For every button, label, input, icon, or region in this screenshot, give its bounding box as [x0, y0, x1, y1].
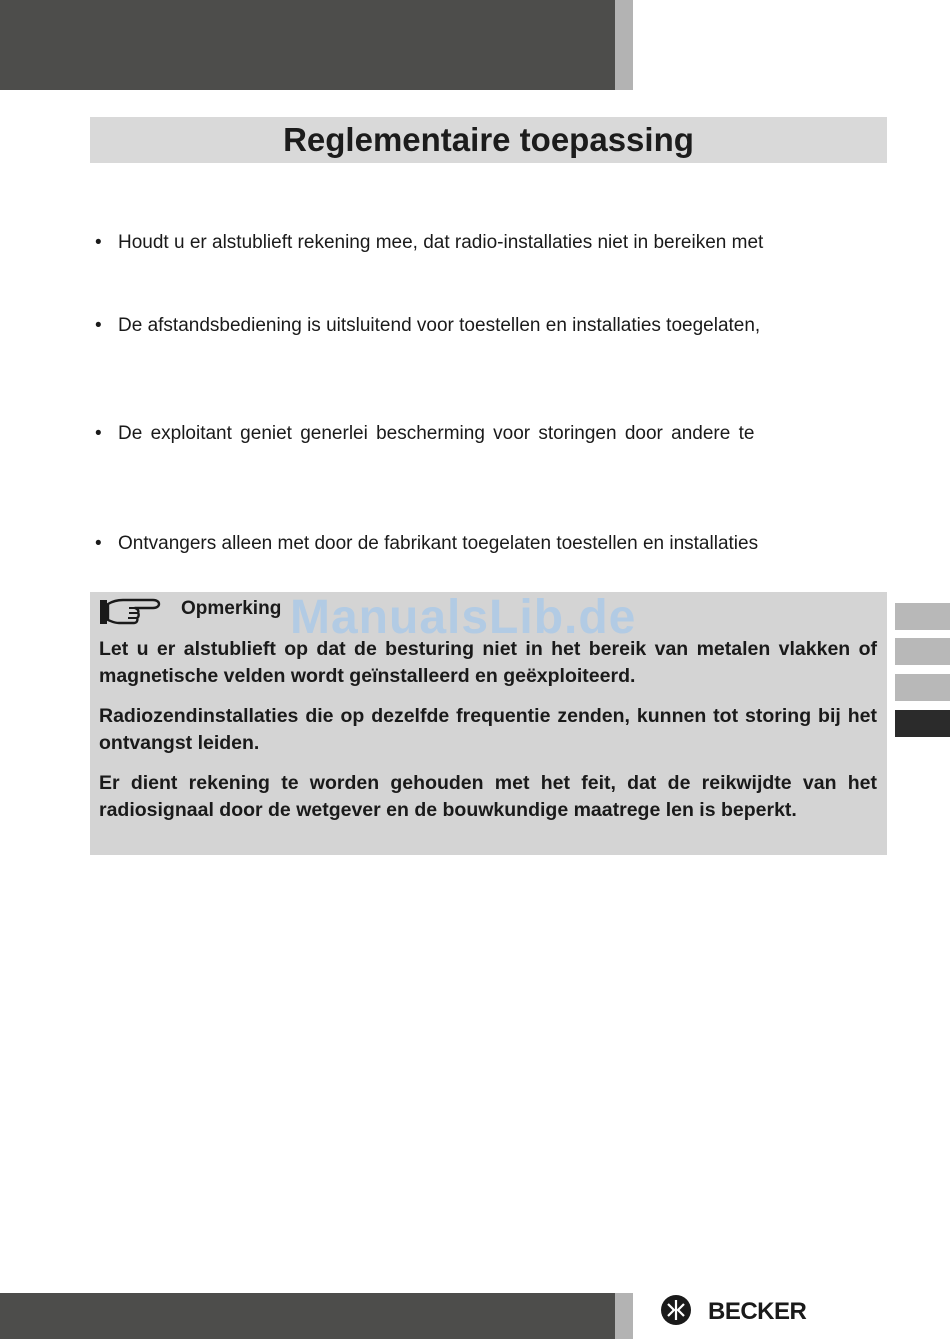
bullet-text: De exploitant geniet generlei bescherming voor storingen door andere te: [118, 423, 755, 444]
bullet-item: [95, 533, 890, 555]
watermark: ManualsLib.de: [290, 591, 637, 644]
page-title: Reglementaire toepassing: [90, 117, 887, 163]
pointing-hand-icon: [99, 596, 163, 628]
note-paragraph: Let u er alstublieft op dat de besturing niet in het bereik van metalen vlakken of magnetische velden wordt geïnstalleerd en geëxploiteerd.: [99, 638, 877, 687]
bullet-dot: •: [95, 423, 102, 444]
bullet-item: [95, 423, 890, 445]
bullet-item: [95, 232, 890, 254]
bullet-dot: •: [95, 533, 102, 554]
section-tab: [895, 638, 950, 665]
bullet-text: Houdt u er alstublieft rekening mee, dat radio-installaties niet in bereiken met: [118, 232, 764, 253]
header-bar-accent: [615, 0, 633, 90]
becker-logo-icon: [660, 1294, 692, 1326]
bullet-dot: •: [95, 315, 102, 336]
note-paragraph: Er dient rekening te worden gehouden met het feit, dat de reikwijdte van het radiosignaal door de wetgever en de bouwkundige maatrege len is beperkt.: [99, 772, 877, 821]
bullet-item: [95, 315, 890, 337]
note-paragraph: Radiozendinstallaties die op dezelfde frequentie zenden, kunnen tot storing bij het ontvangst leiden.: [99, 705, 877, 754]
footer-bar: [0, 1293, 615, 1339]
brand-name: BECKER: [708, 1298, 807, 1325]
bullet-dot: •: [95, 232, 102, 253]
section-tab: [895, 674, 950, 701]
header-bar: [0, 0, 615, 90]
note-title: Opmerking: [181, 598, 282, 619]
section-tab: [895, 603, 950, 630]
section-tab-active: [895, 710, 950, 737]
footer-bar-accent: [615, 1293, 633, 1339]
bullet-text: Ontvangers alleen met door de fabrikant toegelaten toestellen en installaties: [118, 533, 759, 554]
bullet-text: De afstandsbediening is uitsluitend voor toestellen en installaties toegelaten,: [118, 315, 761, 336]
